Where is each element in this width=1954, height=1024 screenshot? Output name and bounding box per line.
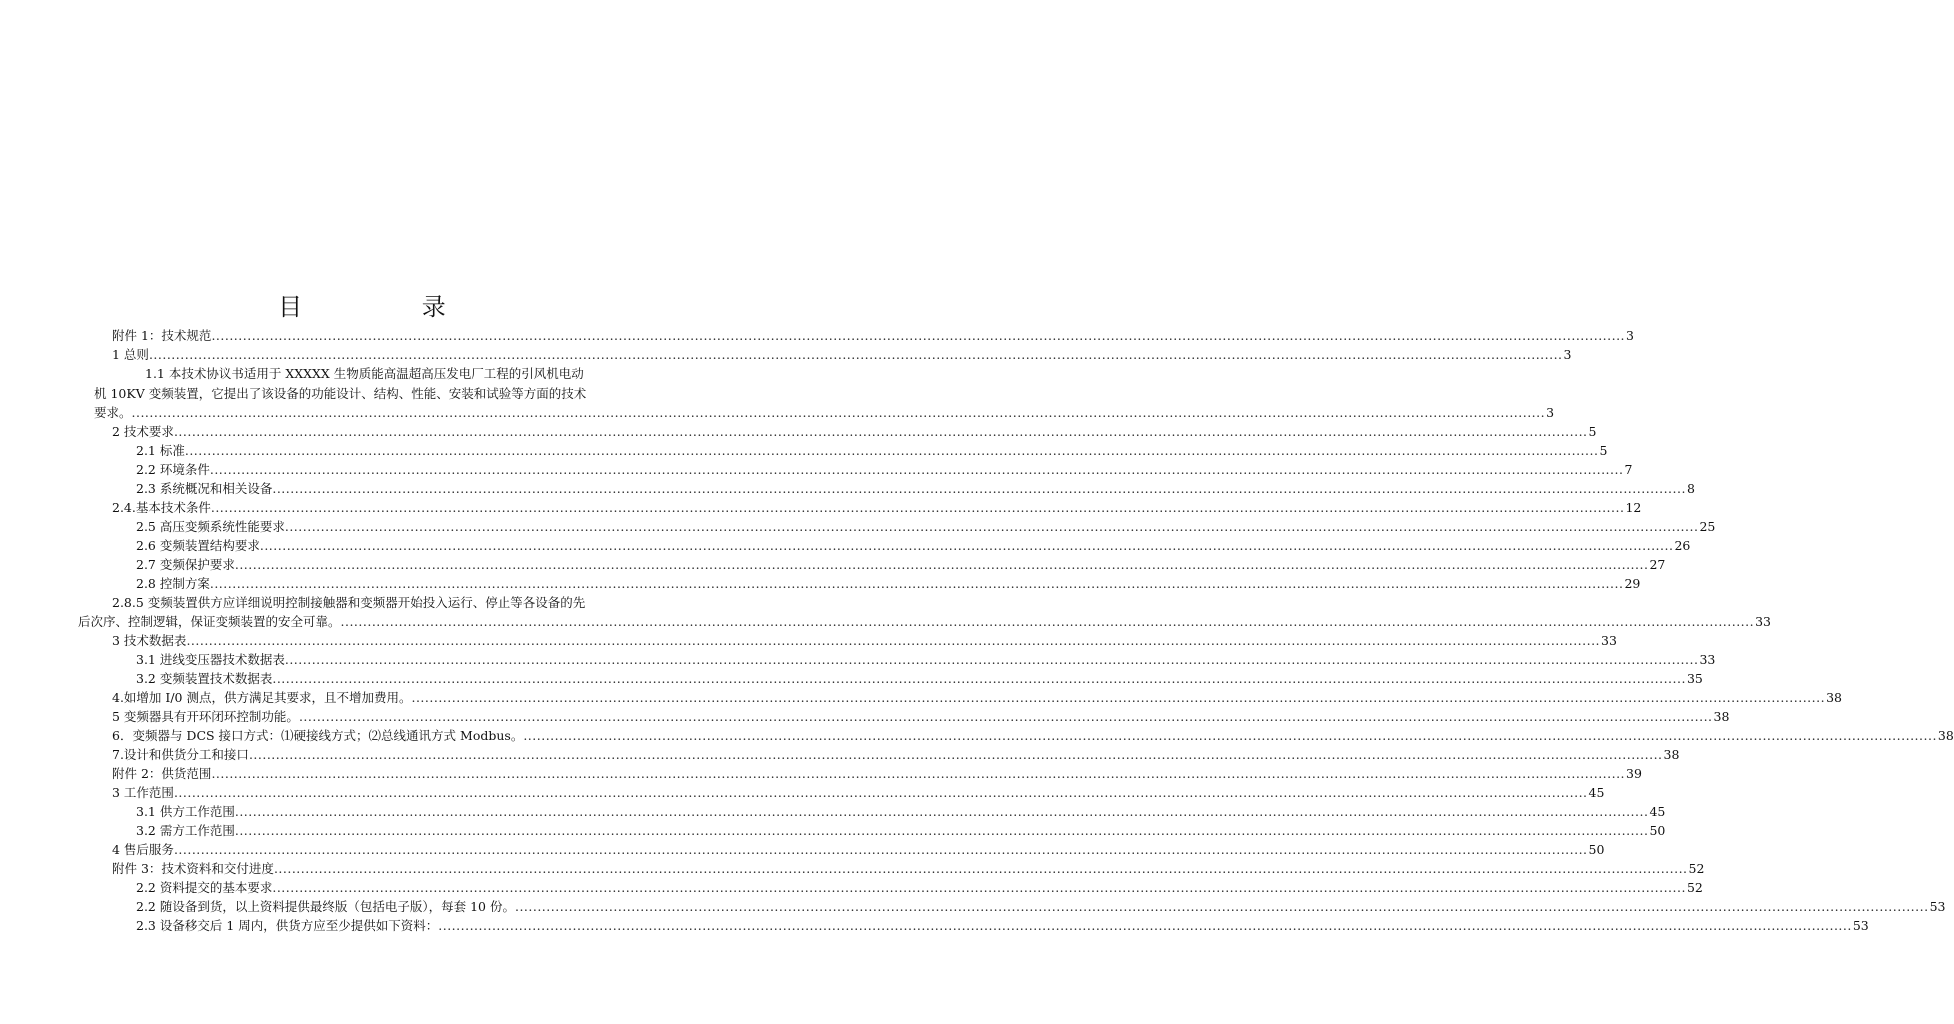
toc-entry-text: 附件 3：技术资料和交付进度 — [112, 861, 274, 876]
toc-entry[interactable] — [112, 422, 1597, 442]
toc-page-number: 38 — [1826, 690, 1842, 705]
toc-leader-dots: ............................................................................................................................................................................................................................................................................................................................ — [211, 328, 1626, 343]
toc-entry[interactable] — [136, 669, 1703, 689]
toc-entry-text: 3.2 变频装置技术数据表 — [136, 671, 273, 686]
toc-leader-dots: ............................................................................................................................................................................................................................................................................................................................ — [234, 557, 1649, 572]
toc-entry-text[interactable]: 机 10KV 变频装置，它提出了该设备的功能设计、结构、性能、安装和试验等方面的技术 — [94, 386, 587, 401]
toc-entry-text: 4 售后服务 — [112, 842, 174, 857]
toc-leader-dots: ............................................................................................................................................................................................................................................................................................................................ — [173, 424, 1588, 439]
toc-entry-text: 3.2 需方工作范围 — [136, 823, 235, 838]
toc-entry[interactable] — [136, 821, 1666, 841]
toc-entry-text: 后次序、控制逻辑，保证变频装置的安全可靠。 — [78, 614, 341, 629]
toc-leader-dots: ............................................................................................................................................................................................................................................................................................................................ — [272, 671, 1686, 686]
toc-entry-text: 4.如增加 I/0 测点，供方满足其要求，且不增加费用。 — [112, 690, 412, 705]
toc-page-number: 50 — [1588, 842, 1605, 857]
toc-page-number: 3 — [1626, 328, 1634, 343]
toc-entry-text: 2.7 变频保护要求 — [136, 557, 235, 572]
toc-entry[interactable] — [136, 536, 1691, 556]
toc-entry-text: 2.3 系统概况和相关设备 — [136, 481, 273, 496]
toc-entry[interactable] — [112, 764, 1642, 784]
toc-entry[interactable] — [136, 897, 1946, 917]
toc-leader-dots: ............................................................................................................................................................................................................................................................................................................................ — [411, 690, 1826, 705]
toc-entry[interactable] — [112, 745, 1680, 765]
toc-leader-dots: ............................................................................................................................................................................................................................................................................................................................ — [272, 481, 1686, 496]
toc-page-number: 39 — [1626, 766, 1642, 781]
toc-entry-text: 3 技术数据表 — [112, 633, 187, 648]
toc-entry-text: 3.1 供方工作范围 — [136, 804, 235, 819]
toc-page-number: 38 — [1937, 728, 1954, 743]
toc-leader-dots: ............................................................................................................................................................................................................................................................................................................................ — [259, 538, 1674, 553]
toc-page-number: 33 — [1601, 633, 1617, 648]
toc-page-number: 53 — [1929, 899, 1946, 914]
toc-page-number: 33 — [1699, 652, 1716, 667]
toc-entry-text[interactable]: 1.1 本技术协议书适用于 XXXXX 生物质能高温超高压发电厂工程的引风机电动 — [145, 366, 584, 381]
toc-page-number: 50 — [1649, 823, 1666, 838]
toc-entry-text: 2.8 控制方案 — [136, 576, 210, 591]
toc-entry-text: 2.2 资料提交的基本要求 — [136, 880, 273, 895]
toc-leader-dots: ............................................................................................................................................................................................................................................................................................................................ — [131, 405, 1546, 420]
toc-entry-text: 2.6 变频装置结构要求 — [136, 538, 260, 553]
toc-entry-text: 附件 2：供货范围 — [112, 766, 212, 781]
toc-page-number: 3 — [1546, 405, 1555, 420]
toc-page-number: 33 — [1755, 614, 1772, 629]
toc-entry-text[interactable]: 2.8.5 变频装置供方应详细说明控制接触器和变频器开始投入运行、停止等各设备的先 — [112, 595, 586, 610]
toc-leader-dots: ............................................................................................................................................................................................................................................................................................................................ — [284, 519, 1699, 534]
toc-entry[interactable] — [112, 783, 1605, 803]
toc-entry[interactable] — [136, 802, 1666, 822]
toc-entry-text: 2.3 设备移交后 1 周内，供货方应至少提供如下资料： — [136, 918, 439, 933]
toc-entry[interactable] — [136, 479, 1695, 499]
toc-entry[interactable] — [112, 498, 1642, 518]
toc-entry[interactable] — [94, 403, 1555, 423]
toc-entry[interactable] — [136, 555, 1666, 575]
toc-entry-text: 1 总则 — [112, 347, 149, 362]
toc-entry[interactable] — [136, 916, 1869, 936]
toc-entry-text: 2 技术要求 — [112, 424, 174, 439]
toc-entry[interactable] — [136, 650, 1716, 670]
toc-page-number: 35 — [1686, 671, 1703, 686]
toc-entry-text: 2.2 环境条件 — [136, 462, 210, 477]
toc-leader-dots: ............................................................................................................................................................................................................................................................................................................................ — [340, 614, 1755, 629]
toc-page-number: 52 — [1686, 880, 1703, 895]
toc-entry[interactable] — [112, 688, 1842, 708]
toc-entry-text: 6．变频器与 DCS 接口方式：⑴硬接线方式；⑵总线通讯方式 Modbus。 — [112, 728, 524, 743]
toc-entry[interactable] — [112, 726, 1954, 746]
toc-leader-dots: ............................................................................................................................................................................................................................................................................................................................ — [298, 709, 1713, 724]
toc-leader-dots: ............................................................................................................................................................................................................................................................................................................................ — [273, 861, 1688, 876]
toc-page-number: 8 — [1686, 481, 1695, 496]
toc-entry[interactable] — [112, 707, 1730, 727]
toc-page-number: 3 — [1563, 347, 1572, 362]
toc-leader-dots: ............................................................................................................................................................................................................................................................................................................................ — [211, 766, 1626, 781]
toc-leader-dots: ............................................................................................................................................................................................................................................................................................................................ — [523, 728, 1937, 743]
toc-leader-dots: ............................................................................................................................................................................................................................................................................................................................ — [173, 842, 1588, 857]
toc-entry[interactable] — [112, 859, 1705, 879]
toc-entry-text: 2.2 随设备到货，以上资料提供最终版（包括电子版），每套 10 份。 — [136, 899, 515, 914]
toc-page-number: 5 — [1588, 424, 1597, 439]
toc-leader-dots: ............................................................................................................................................................................................................................................................................................................................ — [248, 747, 1663, 762]
toc-leader-dots: ............................................................................................................................................................................................................................................................................................................................ — [514, 899, 1929, 914]
toc-leader-dots: ............................................................................................................................................................................................................................................................................................................................ — [234, 823, 1649, 838]
toc-leader-dots: ............................................................................................................................................................................................................................................................................................................................ — [184, 443, 1599, 458]
toc-leader-dots: ............................................................................................................................................................................................................................................................................................................................ — [209, 576, 1624, 591]
toc-entry-text: 3 工作范围 — [112, 785, 174, 800]
toc-entry-text: 2.1 标准 — [136, 443, 185, 458]
toc-page-number: 29 — [1624, 576, 1641, 591]
toc-entry-text: 附件 1：技术规范 — [112, 328, 212, 343]
toc-entry[interactable] — [78, 612, 1772, 632]
toc-page-number: 25 — [1699, 519, 1716, 534]
toc-page-number: 45 — [1649, 804, 1666, 819]
toc-entry[interactable] — [112, 631, 1617, 651]
toc-leader-dots: ............................................................................................................................................................................................................................................................................................................................ — [210, 500, 1625, 515]
toc-page-number: 27 — [1649, 557, 1666, 572]
toc-entry[interactable] — [136, 517, 1716, 537]
toc-entry-text: 2.4.基本技术条件 — [112, 500, 211, 515]
toc-leader-dots: ............................................................................................................................................................................................................................................................................................................................ — [284, 652, 1699, 667]
toc-leader-dots: ............................................................................................................................................................................................................................................................................................................................ — [272, 880, 1686, 895]
toc-entry-text: 5 变频器具有开环闭环控制功能。 — [112, 709, 299, 724]
toc-page-number: 12 — [1625, 500, 1642, 515]
toc-page-number: 38 — [1713, 709, 1730, 724]
toc-entry[interactable] — [112, 326, 1634, 346]
toc-page-number: 52 — [1688, 861, 1705, 876]
toc-entry-text: 7.设计和供货分工和接口 — [112, 747, 249, 762]
toc-entry-text: 3.1 进线变压器技术数据表 — [136, 652, 285, 667]
toc-entry-text: 要求。 — [94, 405, 132, 420]
toc-leader-dots: ............................................................................................................................................................................................................................................................................................................................ — [438, 918, 1852, 933]
toc-page-number: 38 — [1663, 747, 1680, 762]
toc-page-number: 5 — [1599, 443, 1608, 458]
toc-leader-dots: ............................................................................................................................................................................................................................................................................................................................ — [186, 633, 1601, 648]
toc-leader-dots: ............................................................................................................................................................................................................................................................................................................................ — [148, 347, 1563, 362]
toc-page-number: 45 — [1588, 785, 1605, 800]
toc-entry[interactable] — [136, 574, 1641, 594]
toc-leader-dots: ............................................................................................................................................................................................................................................................................................................................ — [234, 804, 1649, 819]
toc-entry[interactable] — [112, 840, 1605, 860]
toc-entry[interactable] — [136, 441, 1608, 461]
toc-entry[interactable] — [136, 460, 1633, 480]
toc-page-number: 53 — [1852, 918, 1869, 933]
toc-title: 目 录 — [278, 293, 502, 321]
toc-page-number: 26 — [1674, 538, 1691, 553]
toc-entry[interactable] — [112, 345, 1572, 365]
toc-entry[interactable] — [136, 878, 1703, 898]
toc-leader-dots: ............................................................................................................................................................................................................................................................................................................................ — [173, 785, 1588, 800]
toc-entry-text: 2.5 高压变频系统性能要求 — [136, 519, 285, 534]
toc-leader-dots: ............................................................................................................................................................................................................................................................................................................................ — [209, 462, 1624, 477]
toc-page-number: 7 — [1624, 462, 1633, 477]
